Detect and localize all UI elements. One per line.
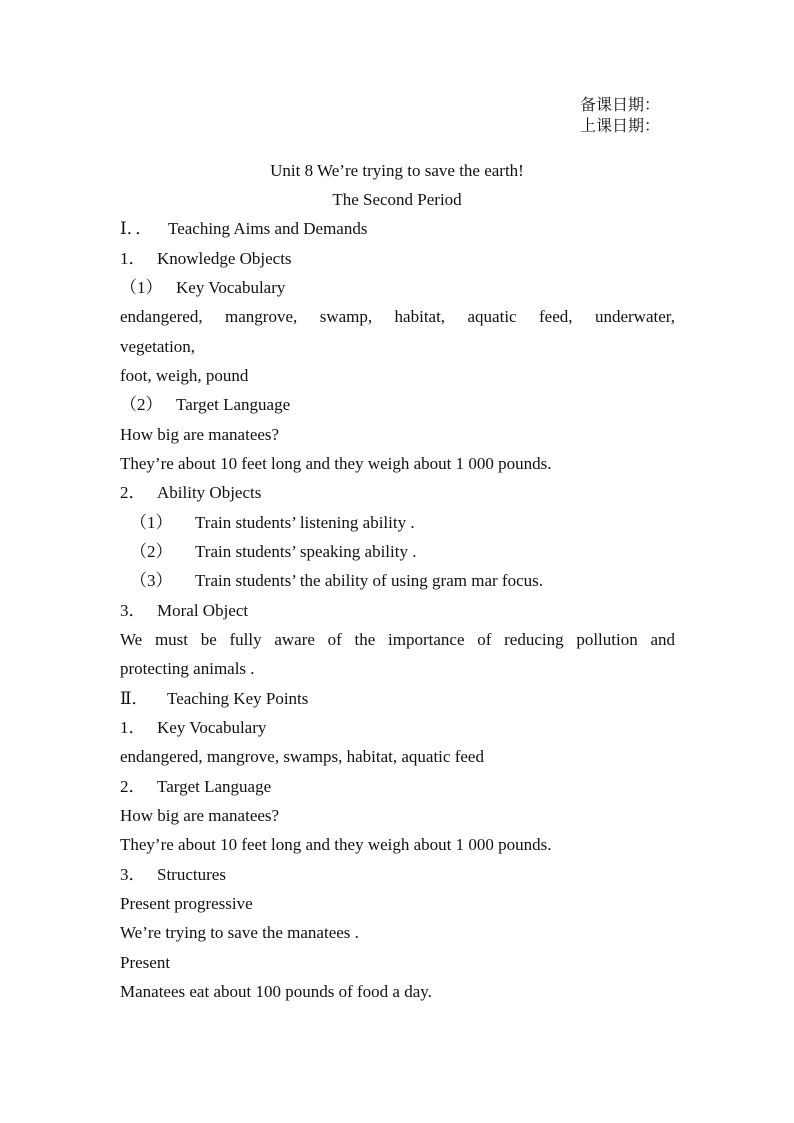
item-number: （2）	[120, 395, 163, 414]
item-number: 3．	[120, 601, 146, 620]
page-title: Unit 8 We’re trying to save the earth!	[270, 161, 524, 180]
moral-line-1: We must be fully aware of the importance of reducing pollution and	[120, 630, 675, 649]
ability-item	[130, 570, 685, 592]
kp-structures-heading	[120, 864, 675, 886]
class-date-label: 上课日期：	[580, 116, 661, 135]
item-label: Moral Object	[157, 601, 249, 620]
kp-vocabulary-list: endangered, mangrove, swamps, habitat, aquatic feed	[120, 747, 484, 766]
item-number: 2．	[120, 483, 146, 502]
knowledge-objects-heading	[120, 248, 675, 270]
section-heading-aims	[120, 218, 675, 240]
kp-target-language-heading	[120, 776, 675, 798]
item-text: Train students’ listening ability .	[195, 513, 415, 532]
item-number: 1．	[120, 718, 146, 737]
item-label: Ability Objects	[157, 483, 262, 502]
ability-item	[130, 541, 685, 563]
kp-target-question: How big are manatees?	[120, 806, 280, 825]
section-heading-key-points	[120, 688, 675, 710]
vocab-line-2: vegetation,	[120, 337, 196, 356]
item-number: （2）	[130, 542, 173, 561]
date-fields	[580, 94, 660, 136]
vocab-line-3: foot, weigh, pound	[120, 366, 249, 385]
item-number: （1）	[120, 278, 163, 297]
section-title: Teaching Aims and Demands	[168, 219, 368, 238]
ability-objects-heading	[120, 482, 675, 504]
moral-line-2: protecting animals .	[120, 659, 255, 678]
target-language-heading	[120, 394, 675, 416]
item-number: 1．	[120, 249, 146, 268]
item-number: （1）	[130, 513, 173, 532]
section-marker: Ⅱ．	[120, 689, 149, 708]
item-number: 2．	[120, 777, 146, 796]
item-label: Structures	[157, 865, 226, 884]
kp-vocabulary-heading	[120, 717, 675, 739]
ability-item	[130, 512, 685, 534]
structure-label: Present	[120, 953, 171, 972]
section-marker: Ⅰ．．	[120, 219, 153, 238]
structure-example: We’re trying to save the manatees .	[120, 923, 359, 942]
kp-target-answer: They’re about 10 feet long and they weigh about 1 000 pounds.	[120, 835, 552, 854]
prep-date-label: 备课日期：	[580, 95, 661, 114]
item-number: 3．	[120, 865, 146, 884]
item-text: Train students’ the ability of using gram mar focus.	[195, 571, 543, 590]
item-label: Target Language	[157, 777, 272, 796]
item-label: Target Language	[176, 395, 291, 414]
item-number: （3）	[130, 571, 173, 590]
key-vocabulary-heading	[120, 277, 675, 299]
item-label: Knowledge Objects	[157, 249, 292, 268]
item-text: Train students’ speaking ability .	[195, 542, 417, 561]
page-subtitle: The Second Period	[332, 190, 462, 209]
structure-example: Manatees eat about 100 pounds of food a day.	[120, 982, 432, 1001]
item-label: Key Vocabulary	[176, 278, 286, 297]
target-question: How big are manatees?	[120, 425, 280, 444]
moral-object-heading	[120, 600, 675, 622]
section-title: Teaching Key Points	[167, 689, 309, 708]
vocab-line-1: endangered, mangrove, swamp, habitat, aquatic feed, underwater,	[120, 307, 675, 326]
structure-label: Present progressive	[120, 894, 253, 913]
target-answer: They’re about 10 feet long and they weigh about 1 000 pounds.	[120, 454, 552, 473]
item-label: Key Vocabulary	[157, 718, 267, 737]
